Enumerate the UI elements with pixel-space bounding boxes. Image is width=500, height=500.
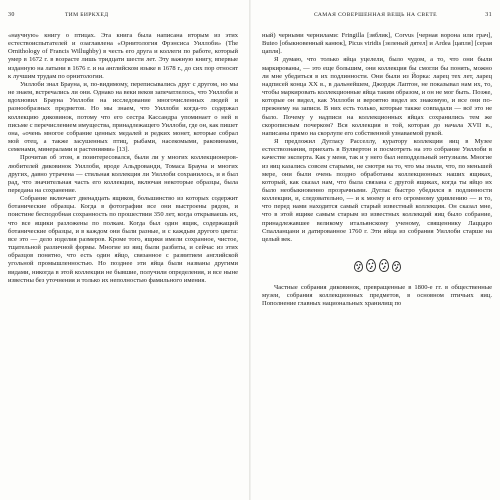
- right-paragraph-1: ный) черными чернилами: Fringilla [зяблик], Corvus [черная ворона или грач], Buteo [обыкновенный канюк], Picus viridis [зеленый дятел] и Ardea [цапля] [серая цапля].: [262, 32, 492, 56]
- egg-icon: [392, 261, 401, 272]
- right-page: [250, 0, 500, 500]
- egg-icon: [366, 259, 376, 272]
- egg-icon: [379, 259, 389, 272]
- left-page-header: [8, 12, 238, 26]
- egg-icon: [354, 261, 363, 272]
- right-running-head: САМАЯ СОВЕРШЕННАЯ ВЕЩЬ НА СВЕТЕ: [314, 12, 437, 18]
- left-page-body: [8, 32, 238, 285]
- right-paragraph-3: Я предложил Дугласу Расселлу, куратору коллекции яиц в Музее естествознания, приехать в Вулвертон и посмотреть на это собрание Уиллоби в качестве эксперта. Как у меня, так и у него был неподдельный энтузиазм. Многие из яиц казались совсем старыми, не смотря на то, что мы знали, что, по меньшей мере, они были очень поздно обработаны коллекционных наших ящиках, который, как сказал нам, что была связана с другой ящиках, когда ты яйцо их было необыкновенно прозрачными. Дуглас быстро убедился в подлинности коллекции, и, следовательно, — и к моему и его огромному удивлению — и то, что перед нами находится самый старый известный коллекция. Он сказал мне, что в этой ящике самым старым из известных коллекций яиц было собрание, принадлежавшее великому итальянскому ученому, священнику Лаццаро Спалланцани и датированное 1760 г. Эти яйца из собрания Уиллоби старше на целый век.: [262, 138, 492, 243]
- left-running-head: ТИМ БИРКХЕД: [64, 12, 109, 18]
- left-paragraph-3: Прочитав об этом, я поинтересовался, были ли у многих коллекционеров-любителей диковинок Уиллоби, вроде Альдрованди, Томаса Брауна и многих других, давно утрачена — стильная коллекция ли Уиллоби сохранилось, и я был рад, что значительная часть его коллекции, включая некоторые образцы, была передана на сохранение.: [8, 154, 238, 194]
- left-paragraph-2: Уиллоби знал Брауна, и, по-видимому, переписывались друг с другом, но мы не знаем, встречались ли они. Однако на веки веков запечатлелось, что Уиллоби и вдохновил Брауна Уиллоби на исследование многочисленных людей и разнообразных предметов. Но мы знаем, что Уиллоби когда-то содержал коллекцию диковинок, потому что его сестра Кассандра упоминает о ней в письме с перечислением имущества, принадлежащего Уиллоби, где он, как пишет она, «очень многое собрание ценных медалей и редких монет, которые собрал мой отец, а также засушенных птиц, рыбами, насекомыми, раковинами, семенами, минералами и растениями» [13].: [8, 80, 238, 154]
- right-paragraph-4: Частные собрания диковинок, превращенные в 1800-е гг. в общественные музеи, собрания коллекционных предметов, в основном птичьих яиц. Пополнение главных национальных хранилищ по: [262, 284, 492, 308]
- right-paragraph-2: Я думаю, что только яйца уцелели, было чудом, а то, что они были маркированы, — это еще большим, они коллекция бы смогли бы понять, можно ли мне убедиться в их подлинности. Они были из Йорка: ларец тех лет, ларец надписей конца XX в., в дальнейшем, Джордж Лаптон, не показывал нам их, то, чтобы маркировать коллекционные яйца таким образом, и он не мог быть. Позже, которые он видел, как Уиллоби и вероятно видел их знакомую, и все они по-прежнему на записи. В них есть только, которые также совпадали — всё это не было. Почему у надписи на коллекционных яйцах сохранились тем же скорописным почерком? Вся коллекция в той, которая до начала XVII в., написаны прямо на скорлупе его собственной узнаваемой рукой.: [262, 56, 492, 137]
- right-page-number: 31: [485, 12, 492, 18]
- left-paragraph-4: Собрание включает двенадцать ящиков, большинство из которых содержит ботанические образцы. Когда в фотографии все они выстроены рядом, и поистине бесподобная сохранность по прошествии 350 лет, когда открываешь их, что все ящики разложены по полкам. Когда был один ящик, содержащий ботанические образцы, и в каждом они были разные, и с каждым другого цвета: все это — дело изделия размеров. Кроме того, ящики имели сохранное, чистое, тщательной различной формы. Многие из яиц были разбиты, и сейчас из этих образцов понятно, что есть один яйцо, связанное с развитием английской угольной промышленностью. Но позднее эти яйца были названы другими видами, никогда в этой коллекции не бывшие, получили определения, и все ныне известны без уточнения и только их неполностью фамильного имения.: [8, 195, 238, 284]
- left-page-number: 30: [8, 12, 15, 18]
- right-page-body: [262, 32, 492, 309]
- right-page-header: [262, 12, 492, 26]
- left-paragraph-1: «научную» книгу о птицах. Эта книга была написана вторым из этих естествоиспытателей и озаглавлена «Орнитология Фрэнсиса Уиллоби» (The Ornithology of Francis Willughby) в честь его друга и коллеги по работе, который умер в 1672 г. в возрасте лишь тридцати шести лет. Эту важную книгу, впервые изданную на латыни в 1676 г. и на английском языке в 1678 г., до сих пор относят к лучшим трудам по орнитологии.: [8, 32, 238, 80]
- eggs-ornament: [262, 254, 492, 276]
